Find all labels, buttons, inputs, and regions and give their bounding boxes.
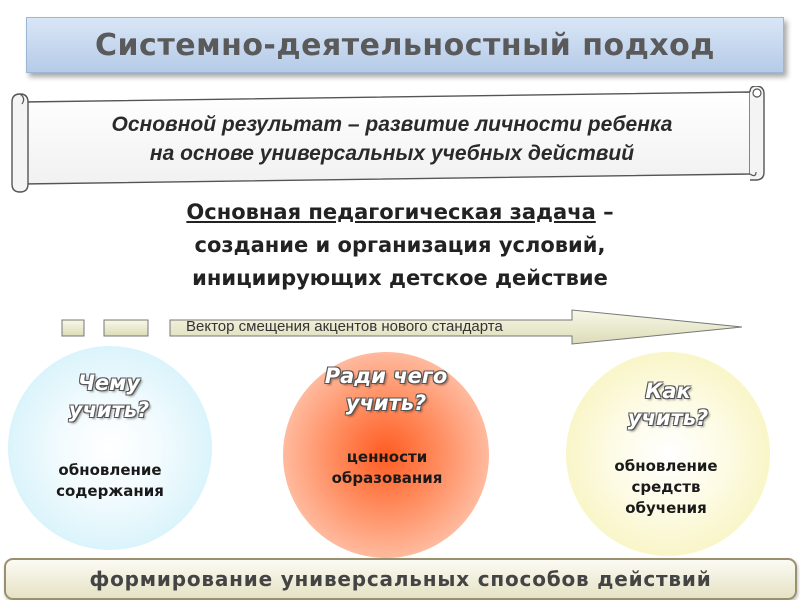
answer-how-line-2: средств	[631, 478, 701, 496]
answer-what	[20, 460, 200, 502]
bottom-banner	[4, 558, 797, 600]
vector-row	[0, 308, 800, 348]
answer-what-line-1: обновление	[58, 461, 162, 479]
question-how-line-1: Как	[645, 379, 691, 403]
question-what-line-2: учить?	[68, 398, 150, 422]
answer-why-line-1: ценности	[346, 448, 428, 466]
answer-how-line-1: обновление	[614, 457, 718, 475]
result-line-1: Основной результат – развитие личности ребенка	[111, 113, 673, 136]
task-heading: Основная педагогическая задача	[186, 200, 596, 224]
answer-what-line-2: содержания	[56, 482, 164, 500]
result-text	[26, 110, 758, 168]
answer-how	[586, 456, 746, 519]
answer-why	[320, 447, 454, 489]
task-line-1	[0, 196, 800, 229]
question-how	[568, 378, 768, 432]
question-what	[9, 370, 209, 424]
pedagogical-task	[0, 196, 800, 295]
bottom-banner-text: формирование универсальных способов действий	[89, 567, 712, 591]
question-why	[286, 363, 486, 417]
question-why-line-1: Ради чего	[324, 364, 448, 388]
question-what-line-1: Чему	[77, 371, 141, 395]
question-how-line-2: учить?	[627, 406, 709, 430]
vector-block-2	[104, 320, 148, 336]
question-why-line-2: учить?	[345, 391, 427, 415]
answer-why-line-2: образования	[331, 469, 443, 487]
vector-label: Вектор смещения акцентов нового стандарта	[186, 318, 503, 335]
task-line-2: создание и организация условий,	[194, 233, 606, 257]
task-dash: –	[595, 200, 614, 224]
task-line-3: инициирующих детское действие	[192, 266, 608, 290]
result-scroll	[8, 86, 770, 194]
result-line-2: на основе универсальных учебных действий	[149, 142, 635, 165]
answer-how-line-3: обучения	[625, 499, 707, 517]
page-title: Системно-деятельностный подход	[95, 27, 715, 63]
vector-block-1	[62, 320, 84, 336]
title-banner	[26, 17, 784, 73]
